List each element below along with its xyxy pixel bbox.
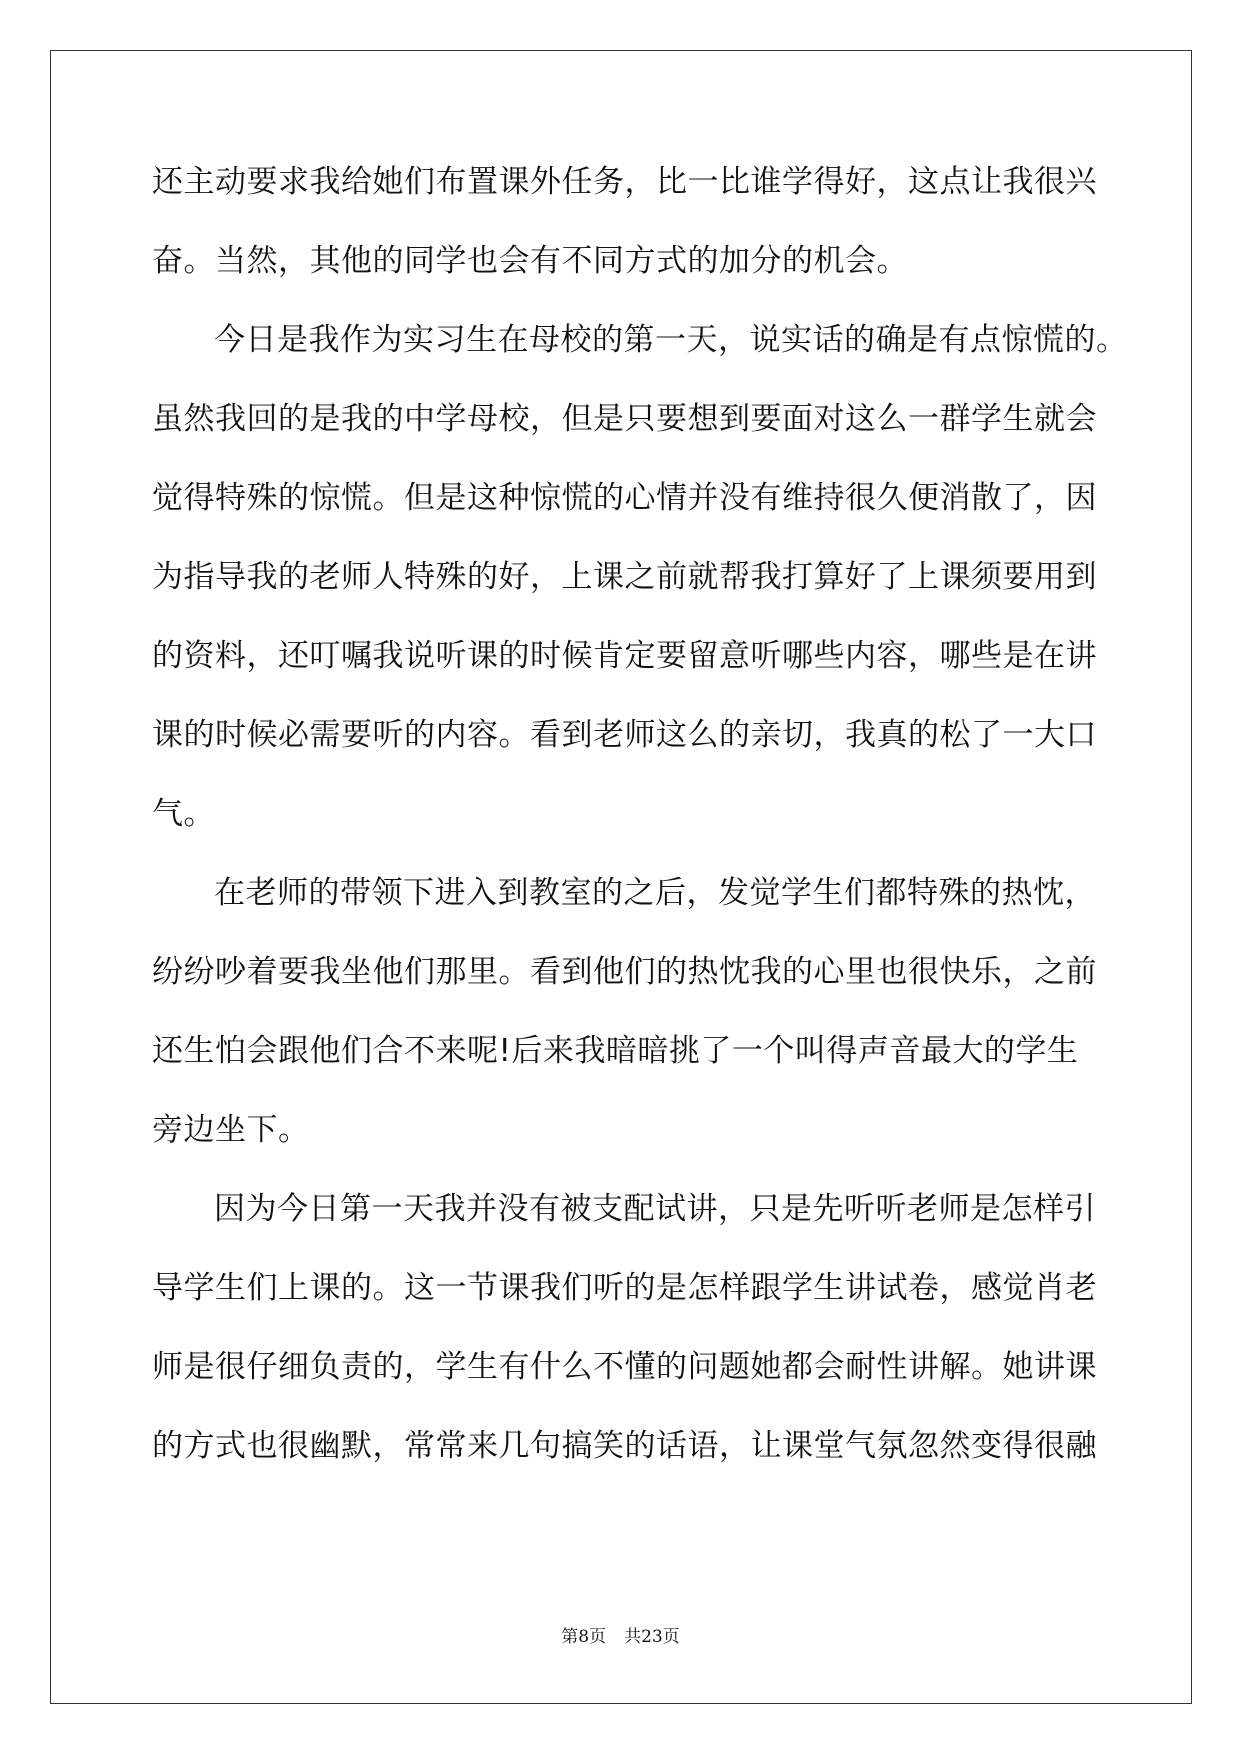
page-total: 共23页 [624,1627,680,1647]
text-line: 还主动要求我给她们布置课外任务，比一比谁学得好，这点让我很兴 [152,164,1097,200]
text-line: 还生怕会跟他们合不来呢!后来我暗暗挑了一个叫得声音最大的学生 [152,1033,1079,1069]
text-line: 师是很仔细负责的，学生有什么不懂的问题她都会耐性讲解。她讲课 [152,1349,1097,1385]
text-line: 课的时候必需要听的内容。看到老师这么的亲切，我真的松了一大口 [152,717,1097,753]
paragraph-first-line: 因为今日第一天我并没有被支配试讲，只是先听听老师是怎样引 [214,1191,1096,1227]
text-line: 的资料，还叮嘱我说听课的时候肯定要留意听哪些内容，哪些是在讲 [152,638,1097,674]
page-number: 第8页 [561,1627,607,1647]
text-line: 虽然我回的是我的中学母校，但是只要想到要面对这么一群学生就会 [152,401,1097,437]
text-line: 为指导我的老师人特殊的好，上课之前就帮我打算好了上课须要用到 [152,559,1097,595]
text-line: 的方式也很幽默，常常来几句搞笑的话语，让课堂气氛忽然变得很融 [152,1428,1097,1464]
text-line: 旁边坐下。 [152,1112,310,1148]
text-line: 导学生们上课的。这一节课我们听的是怎样跟学生讲试卷，感觉肖老 [152,1270,1097,1306]
text-line: 气。 [152,796,215,832]
text-line: 纷纷吵着要我坐他们那里。看到他们的热忱我的心里也很快乐，之前 [152,954,1097,990]
text-line: 奋。当然，其他的同学也会有不同方式的加分的机会。 [152,243,908,279]
page-footer [0,1622,1241,1647]
paragraph-first-line: 在老师的带领下进入到教室的之后，发觉学生们都特殊的热忱， [214,875,1096,911]
paragraph-first-line: 今日是我作为实习生在母校的第一天，说实话的确是有点惊慌的。 [214,322,1128,358]
text-line: 觉得特殊的惊慌。但是这种惊慌的心情并没有维持很久便消散了，因 [152,480,1097,516]
